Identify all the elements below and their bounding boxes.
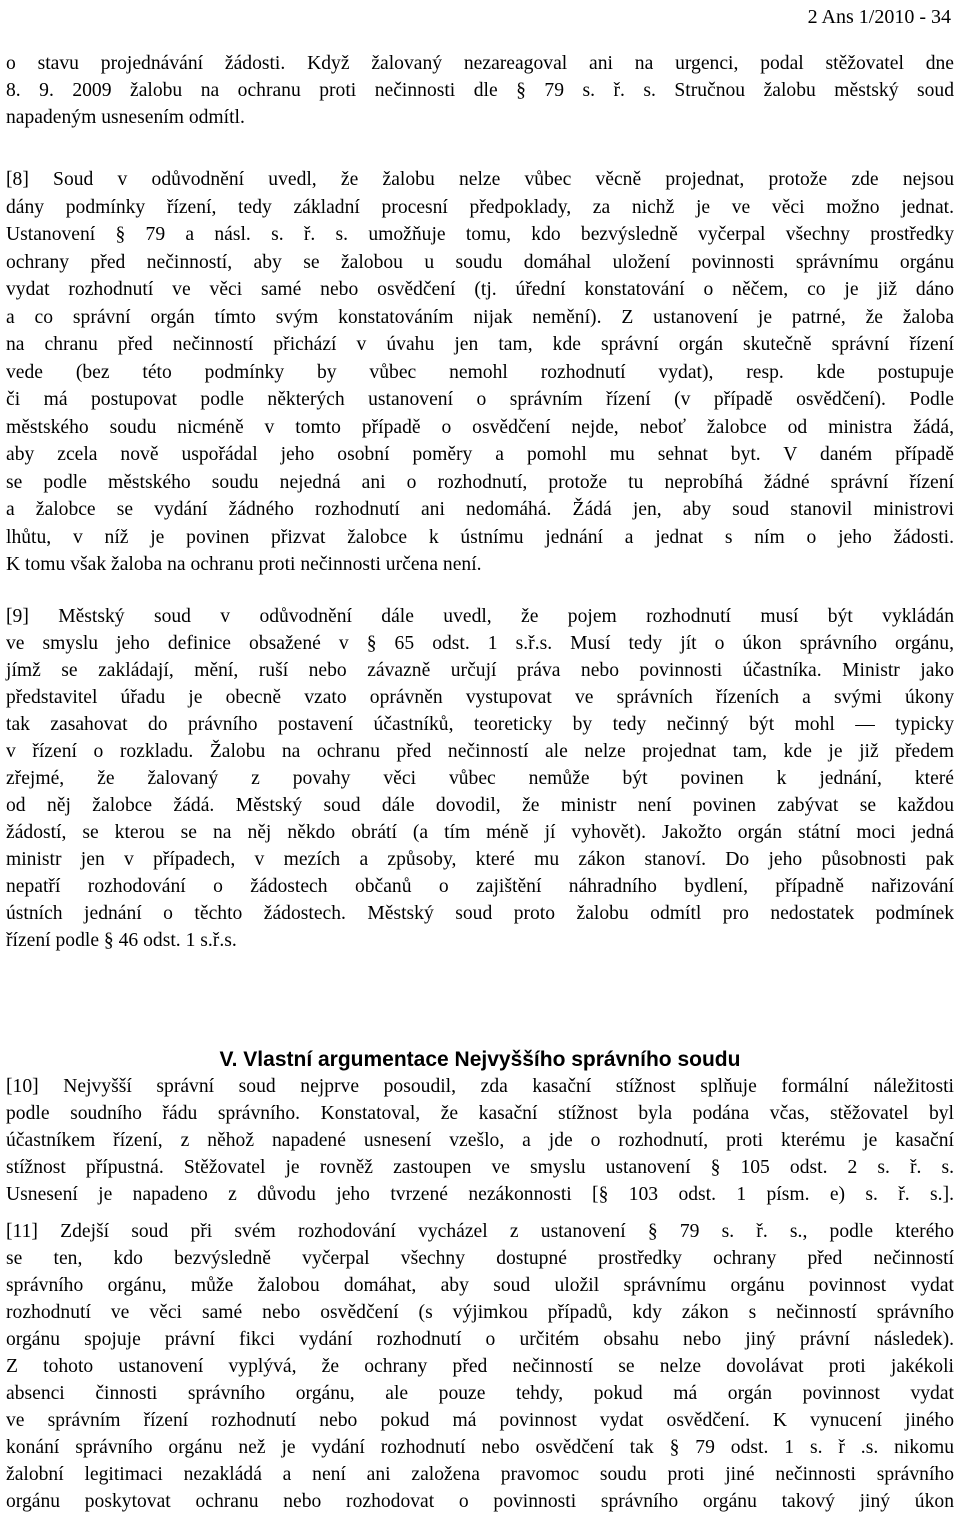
text-line: rozhodnutí ve věci samé nebo osvědčení (s výjimkou případů, kdy zákon s nečinností správního <box>6 1302 954 1323</box>
text-line: se ten, kdo bezvýsledně vyčerpal všechny dostupné prostředky ochrany před nečinností <box>6 1248 954 1269</box>
text-line: [8] Soud v odůvodnění uvedl, že žalobu nelze vůbec věcně projednat, protože zde nejsou <box>6 169 954 190</box>
text-line: žalobní legitimaci nezakládá a není ani založena pravomoc soudu proti jiné nečinnosti správního <box>6 1464 954 1485</box>
text-line: od něj žalobce žádá. Městský soud dále dovodil, že ministr není povinen zabývat se každou <box>6 795 954 816</box>
text-line: dány podmínky řízení, tedy základní procesní předpoklady, za nichž je ve věci možno jednat. <box>6 197 954 218</box>
text-line: řízení podle § 46 odst. 1 s.ř.s. <box>6 930 237 951</box>
text-line: zřejmé, že žalovaný z povahy věci vůbec nemůže být povinen k jednání, které <box>6 768 954 789</box>
text-line: městského soudu nicméně v tomto případě o osvědčení nejde, neboť žalobce od ministra žádá, <box>6 417 954 438</box>
text-line: Z tohoto ustanovení vyplývá, že ochrany před nečinností se nelze dovolávat proti jakékoli <box>6 1356 954 1377</box>
text-line: 8. 9. 2009 žalobu na ochranu proti nečinnosti dle § 79 s. ř. s. Stručnou žalobu městský soud <box>6 80 954 101</box>
text-line: stížnost přípustná. Stěžovatel je rovněž zastoupen ve smyslu ustanovení § 105 odst. 2 s. ř. s. <box>6 1157 954 1178</box>
text-line: se podle městského soudu nejedná ani o rozhodnutí, protože tu neprobíhá žádné správní řízení <box>6 472 954 493</box>
text-line: absenci činnosti správního orgánu, ale pouze tehdy, pokud má orgán povinnost vydat <box>6 1383 954 1404</box>
text-line: a co správní orgán tímto svým konstatováním nijak nemění). Z ustanovení je patrné, že žaloba <box>6 307 954 328</box>
text-line: ochrany před nečinností, aby se žalobou u soudu domáhal uložení povinnosti správnímu orgánu <box>6 252 954 273</box>
text-line: tak zasahovat do právního postavení účastníků, teoreticky by tedy nečinný být mohl — typicky <box>6 714 954 735</box>
text-line: aby zcela nově uspořádal jeho osobní poměry a pomohl mu sehnat byt. V daném případě <box>6 444 954 465</box>
text-line: napadeným usnesením odmítl. <box>6 107 245 128</box>
text-line: orgánu spojuje právní fikci vydání rozhodnutí o určitém obsahu nebo jiný právní následek). <box>6 1329 954 1350</box>
text-line: orgánu poskytovat ochranu nebo rozhodovat o povinnosti správního orgánu takový jiný úkon <box>6 1491 954 1512</box>
text-line: konání správního orgánu než je vydání rozhodnutí nebo osvědčení tak § 79 odst. 1 s. ř .s. nikomu <box>6 1437 954 1458</box>
text-line: lhůtu, v níž je povinen přizvat žalobce k ústnímu jednání a jednat s ním o jeho žádosti. <box>6 527 954 548</box>
text-line: jímž se zakládají, mění, ruší nebo závazně určují práva nebo povinnosti účastníka. Ministr jako <box>6 660 954 681</box>
text-line: o stavu projednávání žádosti. Když žalovaný nezareagoval ani na urgenci, podal stěžovatel dne <box>6 53 954 74</box>
text-line: žádostí, se kterou se na něj někdo obrátí (a tím méně jí vyhovět). Jakožto orgán státní moci jedná <box>6 822 954 843</box>
text-line: ústních jednání o těchto žádostech. Městský soud proto žalobu odmítl pro nedostatek podmínek <box>6 903 954 924</box>
text-line: účastníkem řízení, z něhož napadené usnesení vzešlo, a jde o rozhodnutí, proti kterému je kasační <box>6 1130 954 1151</box>
text-line: správního orgánu, může žalobou domáhat, aby soud uložil správnímu orgánu povinnost vydat <box>6 1275 954 1296</box>
section-heading: V. Vlastní argumentace Nejvyššího správního soudu <box>219 1048 741 1071</box>
text-line: [10] Nejvyšší správní soud nejprve posoudil, zda kasační stížnost splňuje formální náležitosti <box>6 1076 954 1097</box>
text-line: na chranu před nečinností přichází v úvahu jen tam, kde správní orgán skutečně správní řízení <box>6 334 954 355</box>
text-line: ve smyslu jeho definice obsažené v § 65 odst. 1 s.ř.s. Musí tedy jít o úkon správního orgánu, <box>6 633 954 654</box>
text-line: ministr jen v případech, v mezích a způsoby, které mu zákon stanoví. Do jeho působnosti pak <box>6 849 954 870</box>
page-reference: 2 Ans 1/2010 - 34 <box>807 6 951 28</box>
text-line: v řízení o rozkladu. Žalobu na ochranu před nečinností ale nelze projednat tam, kde je již předem <box>6 741 954 762</box>
text-line: Ustanovení § 79 a násl. s. ř. s. umožňuje tomu, kdo bezvýsledně vyčerpal všechny prostředky <box>6 224 954 245</box>
text-line: vede (bez této podmínky by vůbec nemohl rozhodnutí vydat), resp. kde postupuje <box>6 362 954 383</box>
text-line: podle soudního řádu správního. Konstatoval, že kasační stížnost byla podána včas, stěžovatel byl <box>6 1103 954 1124</box>
text-line: ve správním řízení rozhodnutí nebo pokud má povinnost vydat osvědčení. K vynucení jiného <box>6 1410 954 1431</box>
text-line: nepatří rozhodování o žádostech občanů o zajištění náhradního bydlení, případně nařizování <box>6 876 954 897</box>
text-line: či má postupovat podle některých ustanovení o správním řízení (v případě osvědčení). Podle <box>6 389 954 410</box>
text-line: představitel úřadu je obecně vzato oprávněn vystupovat ve správních řízeních a svými úkony <box>6 687 954 708</box>
text-line: a žalobce se vydání žádného rozhodnutí ani nedomáhá. Žádá jen, aby soud stanovil ministrovi <box>6 499 954 520</box>
text-line: [9] Městský soud v odůvodnění dále uvedl, že pojem rozhodnutí musí být vykládán <box>6 606 954 627</box>
text-line: K tomu však žaloba na ochranu proti nečinnosti určena není. <box>6 554 482 575</box>
text-line: Usnesení je napadeno z důvodu jeho tvrzené nezákonnosti [§ 103 odst. 1 písm. e) s. ř. s.]. <box>6 1184 954 1205</box>
text-line: [11] Zdejší soud při svém rozhodování vycházel z ustanovení § 79 s. ř. s., podle kterého <box>6 1221 954 1242</box>
text-line: vydat rozhodnutí ve věci samé nebo osvědčení (tj. úřední konstatování o něčem, co je již dáno <box>6 279 954 300</box>
